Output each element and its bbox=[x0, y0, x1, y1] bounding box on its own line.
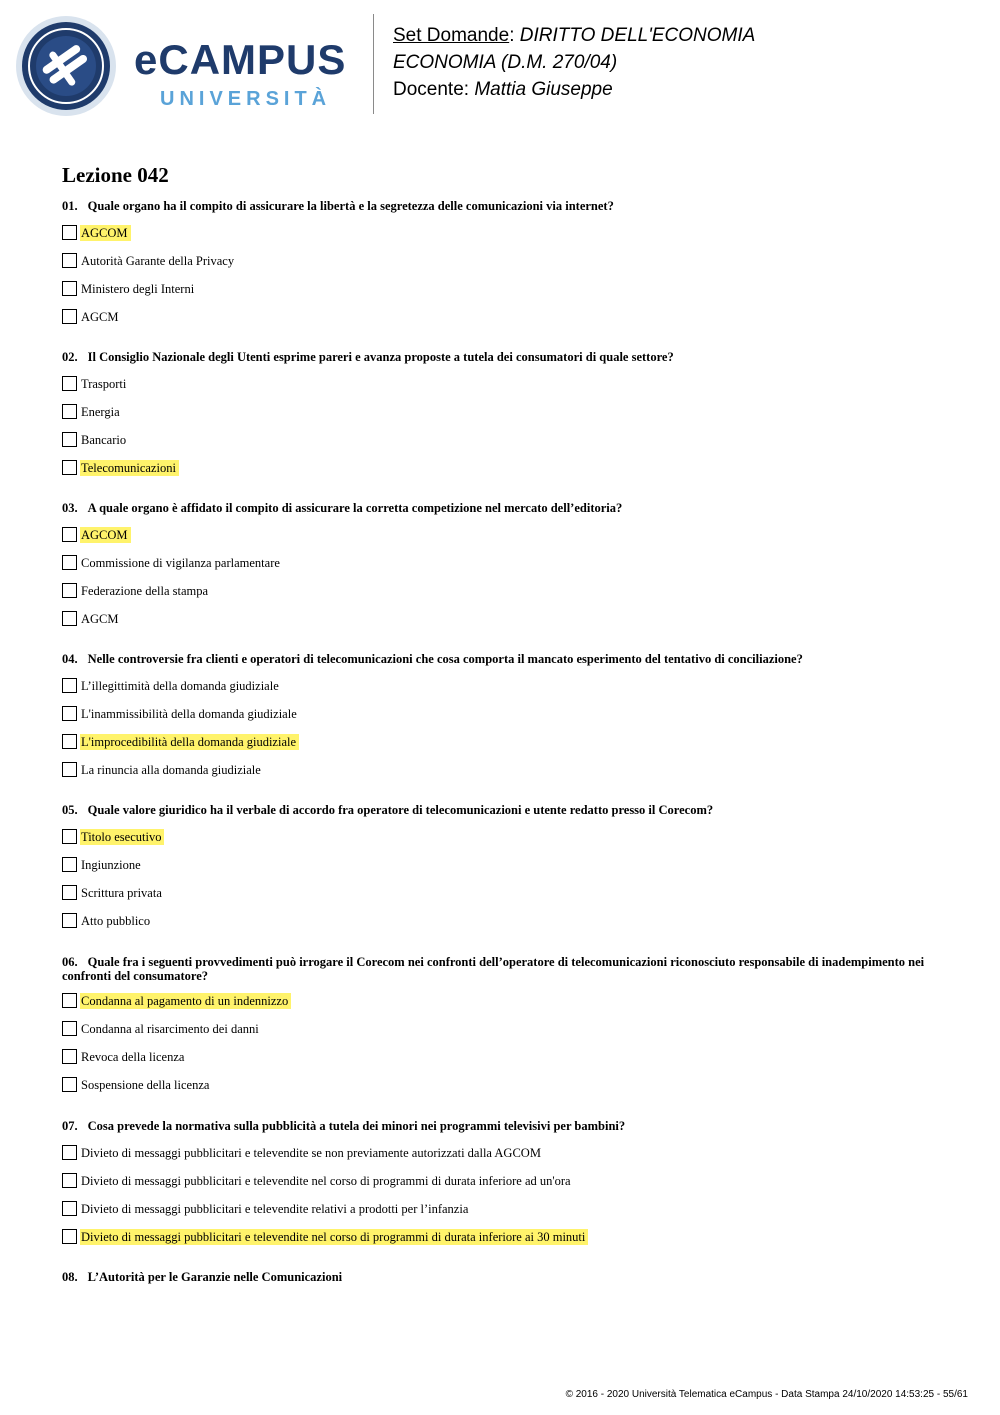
answer-label-highlighted: Divieto di messaggi pubblicitari e televendite nel corso di programmi di durata inferiore ai 30 minuti bbox=[80, 1229, 588, 1245]
answer-checkbox[interactable] bbox=[62, 1145, 77, 1160]
question-2 bbox=[62, 350, 942, 364]
set-title-line-2: ECONOMIA (D.M. 270/04) bbox=[393, 52, 618, 73]
question-5 bbox=[62, 803, 942, 817]
question-text: Cosa prevede la normativa sulla pubblicità a tutela dei minori nei programmi televisivi per bambini? bbox=[87, 1119, 626, 1133]
answer-label: Ingiunzione bbox=[81, 858, 141, 872]
answer-label-highlighted: Condanna al pagamento di un indennizzo bbox=[80, 993, 291, 1009]
set-title-line-1: DIRITTO DELL'ECONOMIA bbox=[519, 25, 756, 46]
answer-label: Bancario bbox=[81, 433, 127, 447]
answer-label-highlighted: AGCOM bbox=[80, 527, 131, 543]
answer-checkbox[interactable] bbox=[62, 706, 77, 721]
answer-checkbox[interactable] bbox=[62, 281, 77, 296]
answer-label-highlighted: Telecomunicazioni bbox=[80, 460, 179, 476]
answer-checkbox[interactable] bbox=[62, 583, 77, 598]
set-line-1: Set Domande: DIRITTO DELL'ECONOMIA bbox=[393, 25, 756, 46]
page-header bbox=[0, 0, 1000, 130]
answer-checkbox[interactable] bbox=[62, 857, 77, 872]
question-text: Il Consiglio Nazionale degli Utenti esprime pareri e avanza proposte a tutela dei consumatori di quale settore? bbox=[87, 350, 674, 364]
answer-label: Divieto di messaggi pubblicitari e televendite se non previamente autorizzati dalla AGCOM bbox=[81, 1146, 541, 1160]
question-4 bbox=[62, 652, 942, 666]
answer-label: Atto pubblico bbox=[81, 914, 151, 928]
answer-checkbox[interactable] bbox=[62, 734, 77, 749]
answer-label: Trasporti bbox=[81, 377, 127, 391]
answer-label: L'inammissibilità della domanda giudiziale bbox=[81, 707, 297, 721]
page-footer: © 2016 - 2020 Università Telematica eCampus - Data Stampa 24/10/2020 14:53:25 - 55/61 bbox=[565, 1389, 968, 1400]
question-number: 08. bbox=[62, 1270, 78, 1284]
question-3 bbox=[62, 501, 942, 515]
answer-checkbox[interactable] bbox=[62, 1049, 77, 1064]
question-1 bbox=[62, 199, 942, 213]
answer-label: Commissione di vigilanza parlamentare bbox=[81, 556, 280, 570]
answer-checkbox[interactable] bbox=[62, 555, 77, 570]
question-text: Quale organo ha il compito di assicurare la libertà e la segretezza delle comunicazioni via internet? bbox=[87, 199, 614, 213]
answer-label: AGCM bbox=[81, 310, 119, 324]
answer-checkbox[interactable] bbox=[62, 1229, 77, 1244]
answer-checkbox[interactable] bbox=[62, 253, 77, 268]
header-info bbox=[393, 22, 755, 103]
answer-checkbox[interactable] bbox=[62, 1173, 77, 1188]
answer-label-highlighted: L'improcedibilità della domanda giudiziale bbox=[80, 734, 299, 750]
answer-label: Sospensione della licenza bbox=[81, 1078, 210, 1092]
question-number: 03. bbox=[62, 501, 78, 515]
logo-brand-text: eCAMPUS bbox=[134, 36, 347, 83]
answer-checkbox[interactable] bbox=[62, 993, 77, 1008]
answer-checkbox[interactable] bbox=[62, 1077, 77, 1092]
set-label: Set Domande bbox=[393, 25, 510, 46]
answer-label: Revoca della licenza bbox=[81, 1050, 185, 1064]
answer-label: Energia bbox=[81, 405, 120, 419]
answer-label-highlighted: AGCOM bbox=[80, 225, 131, 241]
answer-checkbox[interactable] bbox=[62, 225, 77, 240]
question-number: 05. bbox=[62, 803, 78, 817]
teacher-line bbox=[393, 76, 755, 103]
answer-label-highlighted: Titolo esecutivo bbox=[80, 829, 164, 845]
question-text: A quale organo è affidato il compito di assicurare la corretta competizione nel mercato dell’editoria? bbox=[87, 501, 623, 515]
ecampus-logo bbox=[14, 14, 364, 118]
question-number: 06. bbox=[62, 955, 78, 969]
answer-checkbox[interactable] bbox=[62, 829, 77, 844]
question-text: Quale fra i seguenti provvedimenti può irrogare il Corecom nei confronti dell’operatore di telecomunicazioni riconosciuto responsabile di inadempimento nei confronti del consumatore? bbox=[62, 955, 925, 983]
question-6 bbox=[62, 955, 942, 983]
answer-checkbox[interactable] bbox=[62, 678, 77, 693]
answer-label: Divieto di messaggi pubblicitari e televendite relativi a prodotti per l’infanzia bbox=[81, 1202, 469, 1216]
lesson-title: Lezione 042 bbox=[62, 163, 169, 187]
answer-checkbox[interactable] bbox=[62, 885, 77, 900]
set-line-2 bbox=[393, 49, 755, 76]
ecampus-emblem-icon bbox=[14, 14, 118, 118]
answer-checkbox[interactable] bbox=[62, 913, 77, 928]
answer-checkbox[interactable] bbox=[62, 1201, 77, 1216]
question-number: 07. bbox=[62, 1119, 78, 1133]
answer-label: La rinuncia alla domanda giudiziale bbox=[81, 763, 261, 777]
header-divider bbox=[373, 14, 374, 114]
answer-label: Divieto di messaggi pubblicitari e televendite nel corso di programmi di durata inferiore ad un'ora bbox=[81, 1174, 571, 1188]
answer-checkbox[interactable] bbox=[62, 432, 77, 447]
answer-checkbox[interactable] bbox=[62, 527, 77, 542]
answer-checkbox[interactable] bbox=[62, 1021, 77, 1036]
answer-label: Condanna al risarcimento dei danni bbox=[81, 1022, 259, 1036]
answer-checkbox[interactable] bbox=[62, 611, 77, 626]
question-text: Quale valore giuridico ha il verbale di accordo fra operatore di telecomunicazioni e utente redatto presso il Corecom? bbox=[87, 803, 714, 817]
answer-checkbox[interactable] bbox=[62, 376, 77, 391]
logo-subtext: UNIVERSITÀ bbox=[160, 88, 332, 110]
answer-checkbox[interactable] bbox=[62, 762, 77, 777]
answer-label: L’illegittimità della domanda giudiziale bbox=[81, 679, 279, 693]
answer-label: Ministero degli Interni bbox=[81, 282, 195, 296]
answer-label: Federazione della stampa bbox=[81, 584, 209, 598]
answer-label: Scrittura privata bbox=[81, 886, 162, 900]
question-number: 02. bbox=[62, 350, 78, 364]
answer-checkbox[interactable] bbox=[62, 309, 77, 324]
answer-label: Autorità Garante della Privacy bbox=[81, 254, 235, 268]
question-8 bbox=[62, 1270, 942, 1284]
question-number: 01. bbox=[62, 199, 78, 213]
teacher-label: Docente: bbox=[393, 79, 470, 100]
question-text: Nelle controversie fra clienti e operatori di telecomunicazioni che cosa comporta il mancato esperimento del tentativo di conciliazione? bbox=[87, 652, 803, 666]
answer-checkbox[interactable] bbox=[62, 460, 77, 475]
question-text: L’Autorità per le Garanzie nelle Comunicazioni bbox=[87, 1270, 343, 1284]
question-7 bbox=[62, 1119, 942, 1133]
answer-label: AGCM bbox=[81, 612, 119, 626]
question-number: 04. bbox=[62, 652, 78, 666]
teacher-name: Mattia Giuseppe bbox=[474, 79, 613, 100]
answer-checkbox[interactable] bbox=[62, 404, 77, 419]
